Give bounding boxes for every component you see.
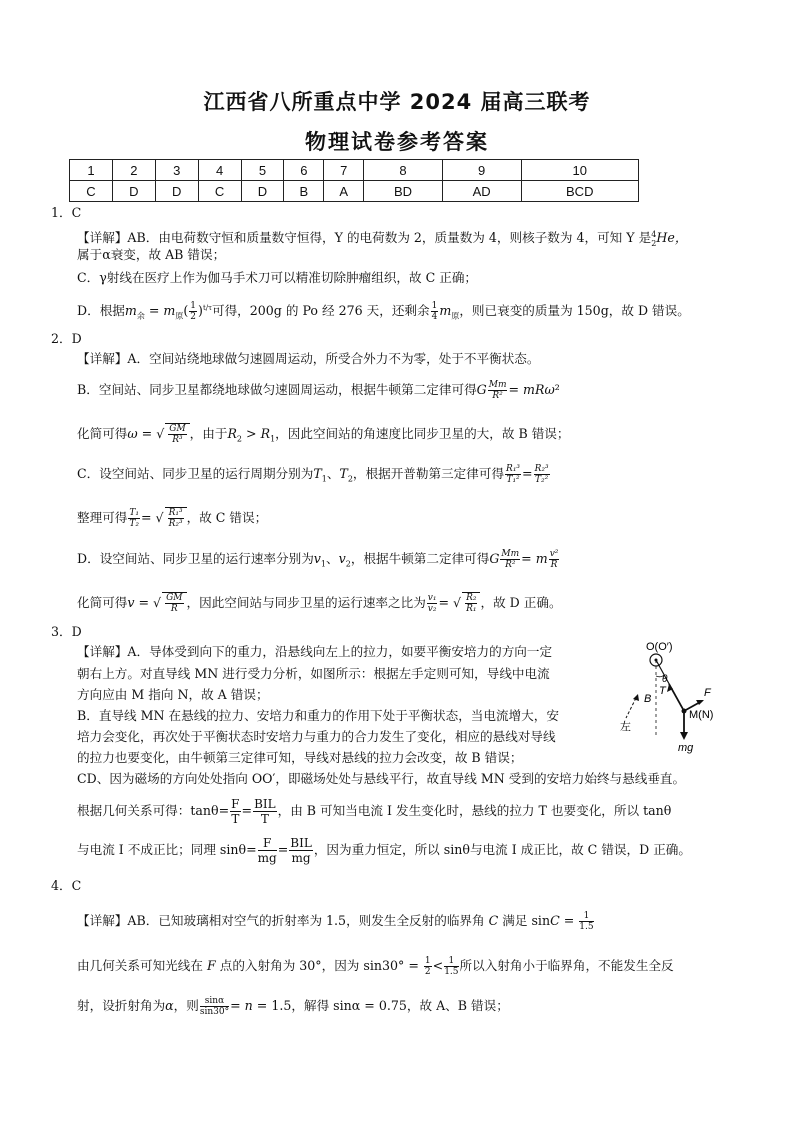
q1-text: D．根据 (77, 303, 125, 319)
q4-line: 【详解】AB．已知玻璃相对空气的折射率为 1.5，则发生全反射的临界角 C 满足 sinC = $\frac{1}{1.5}$ (77, 911, 594, 932)
table-cell: 4 (198, 160, 241, 181)
table-cell: 3 (155, 160, 198, 181)
label-o: O(O′) (646, 641, 673, 653)
q3-text: 根据几何关系可得：tanθ= (77, 803, 230, 818)
q2-line: 化简可得ω = √ $\frac{GM}{\text{R³}}$ ，由于$R_2 > R_1$，因此空间站的角速度比同步卫星的大，故 B 错误； (77, 424, 570, 445)
table-cell: 2 (112, 160, 155, 181)
wire-dot (682, 709, 687, 714)
q1-text: 可得，200g 的 Po 经 276 天，还剩余 (211, 303, 430, 319)
table-cell: 5 (241, 160, 284, 181)
q2-line: D．设空间站、同步卫星的运行速率分别为$v_1$、$v_2$，根据牛顿第二定律可得G $\frac{Mm}{\text{R²}}$ = m $\frac{\text{v²}}{R}$ (77, 549, 559, 570)
label-mg: mg (678, 742, 694, 754)
table-cell: D (241, 181, 284, 202)
page-subtitle: 物理试卷参考答案 (305, 130, 489, 154)
table-cell: BCD (521, 181, 639, 202)
q3-text: ，因为重力恒定，所以 sinθ与电流 I 成正比，故 C 错误，D 正确。 (313, 842, 691, 857)
q2-text: ，根据牛顿第二定律可得 (350, 551, 490, 566)
answer-table-answer-row (70, 181, 639, 202)
q3-text: ，由 B 可知当电流 I 发生变化时，悬线的拉力 T 也要变化，所以 tanθ (277, 803, 672, 818)
q2-line: 【详解】A．空间站绕地球做匀速圆周运动，所受合外力不为零，处于不平衡状态。 (77, 351, 540, 366)
q2-text: 化简可得 (77, 426, 128, 441)
answer-table-number-row (70, 160, 639, 181)
q1-text: He， (656, 230, 688, 246)
table-cell: AD (442, 181, 521, 202)
q4-text: 点的入射角为 30°，因为 sin30° = (219, 958, 419, 973)
q4-text: 【详解】AB．已知玻璃相对空气的折射率为 1.5，则发生全反射的临界角 (77, 913, 485, 928)
q4-line: 射，设折射角为α，则 $\frac{\sin\alpha}{\sin 30^\circ}$ = n = 1.5，解得 sinα = 0.75，故 A、B 错误； (77, 996, 509, 1017)
page-title: 江西省八所重点中学 2024 届高三联考 (203, 90, 591, 114)
q3-text: 与电流 I 不成正比；同理 sinθ= (77, 842, 257, 857)
q2-text: 整理可得 (77, 510, 128, 525)
q1-heading: 1．C (51, 205, 82, 220)
q2-text: ，因此空间站与同步卫星的运行速率之比为 (186, 595, 426, 610)
table-cell: D (155, 181, 198, 202)
force-diagram (612, 636, 732, 756)
table-cell: 9 (442, 160, 521, 181)
label-t: T (659, 685, 666, 697)
label-left: 左 (620, 720, 631, 733)
label-f: F (704, 687, 711, 699)
table-cell: 10 (521, 160, 639, 181)
q2-line: 整理可得 $\frac{\text{T₁}}{\text{T₂}}$ = √ $\frac{\text{R₁³}}{\text{R₂³}}$ ，故 C 错误； (77, 508, 268, 529)
q4-text: ，则 (173, 998, 199, 1013)
b-field-line (626, 698, 636, 718)
table-cell: BD (364, 181, 443, 202)
q3-line: 【详解】A．导体受到向下的重力，沿悬线向左上的拉力，如要平衡安培力的方向一定 (77, 644, 553, 659)
q4-text: 由几何关系可知光线在 (77, 958, 203, 973)
table-cell: A (324, 181, 364, 202)
q2-text: B．空间站、同步卫星都绕地球做匀速圆周运动，根据牛顿第二定律可得 (77, 382, 477, 397)
table-cell: 7 (324, 160, 364, 181)
label-b: B (644, 693, 652, 705)
q2-text: ，故 D 正确。 (480, 595, 562, 610)
q2-text: C．设空间站、同步卫星的运行周期分别为 (77, 466, 314, 481)
table-cell: 8 (364, 160, 443, 181)
q2-text: ，根据开普勒第三定律可得 (352, 466, 505, 481)
q3-line: 方向应由 M 指向 N，故 A 错误； (77, 687, 269, 702)
table-cell: B (284, 181, 324, 202)
q3-line: 朝右上方。对直导线 MN 进行受力分析，如图所示：根据左手定则可知，导线中电流 (77, 666, 550, 681)
q1-line: 【详解】AB．由电荷数守恒和质量数守恒得，Y 的电荷数为 2，质量数为 4，则核子数为 4，可知 Y 是$^4_2$He， (77, 230, 688, 248)
q3-line: 的拉力也要变化，由牛顿第三定律可知，导线对悬线的拉力会改变，故 B 错误； (77, 750, 523, 765)
q3-line: 培力会变化，再次处于平衡状态时安培力与重力的合力发生了变化，相应的悬线对导线 (77, 729, 556, 744)
table-cell: 6 (284, 160, 324, 181)
table-cell: D (112, 181, 155, 202)
q3-line: 根据几何关系可得：tanθ= $\frac{F}{T}$ = $\frac{\text{BIL}}{T}$ ，由 B 可知当电流 I 发生变化时，悬线的拉力 T 也要变化，所以 tanθ (77, 797, 672, 826)
q2-line: 化简可得v = √ $\frac{GM}{R}$ ，因此空间站与同步卫星的运行速率之比为 $\frac{\text{v₁}}{\text{v₂}}$ = √ $\frac{\text{R₂}}{\text{R₁}}$ ，故 D 正确。 (77, 593, 562, 614)
q4-text: 所以入射角小于临界角，不能发生全反 (459, 958, 674, 973)
q3-line: 与电流 I 不成正比；同理 sinθ= $\frac{F}{mg}$ = $\frac{\text{BIL}}{mg}$ ，因为重力恒定，所以 sinθ与电流 I 成正比，故 C 错误，D 正确。 (77, 836, 691, 865)
q2-heading: 2．D (51, 331, 82, 346)
q2-text: 化简可得 (77, 595, 128, 610)
q2-text: D．设空间站、同步卫星的运行速率分别为 (77, 551, 314, 566)
gravity-arrow-head (680, 732, 688, 740)
q1-text: ，则已衰变的质量为 150g，故 D 错误。 (459, 303, 690, 319)
q2-line: B．空间站、同步卫星都绕地球做匀速圆周运动，根据牛顿第二定律可得G $\frac{Mm}{\text{R²}}$ = mRω² (77, 380, 560, 401)
label-theta: θ (662, 674, 668, 685)
label-m: M(N) (689, 709, 714, 721)
q3-heading: 3．D (51, 624, 82, 639)
q4-heading: 4．C (51, 878, 82, 893)
q1-line: 属于α衰变，故 AB 错误； (77, 247, 226, 262)
table-cell: 1 (70, 160, 113, 181)
b-field-arrow-head (633, 694, 639, 701)
q3-line: B．直导线 MN 在悬线的拉力、安培力和重力的作用下处于平衡状态，当电流增大，安 (77, 708, 559, 723)
q4-text: 满足 (502, 913, 528, 928)
q4-text: 射，设折射角为 (77, 998, 166, 1013)
q4-line: 由几何关系可知光线在 F 点的入射角为 30°，因为 sin30° = $\frac{1}{2}$ < $\frac{1}{1.5}$ 所以入射角小于临界角，不能发生全反 (77, 956, 674, 977)
q2-text: ，故 C 错误； (186, 510, 268, 525)
q2-text: ，因此空间站的角速度比同步卫星的大，故 B 错误； (275, 426, 570, 441)
q1-line: C．γ射线在医疗上作为伽马手术刀可以精准切除肿瘤组织，故 C 正确； (77, 270, 478, 285)
q4-text: ，解得 sinα = 0.75，故 A、B 错误； (291, 998, 509, 1013)
q1-line: D．根据$m_余 = m_原$( $\frac{1}{2}$ )$^{t/\tau}$可得，200g 的 Po 经 276 天，还剩余 $\frac{1}{4}$ $m_原$，则已衰变的质量为 150g，故 D 错误。 (77, 301, 690, 323)
q3-line: CD、因为磁场的方向处处指向 OO′，即磁场处处与悬线平行，故直导线 MN 受到的安培力始终与悬线垂直。 (77, 771, 686, 786)
table-cell: C (70, 181, 113, 202)
q2-text: ，由于 (189, 426, 228, 441)
table-cell: C (198, 181, 241, 202)
q1-text: 【详解】AB．由电荷数守恒和质量数守恒得，Y 的电荷数为 2，质量数为 4，则核子数为 4，可知 Y 是 (77, 230, 652, 246)
q2-line: C．设空间站、同步卫星的运行周期分别为$T_1$、$T_2$，根据开普勒第三定律可得 $\frac{\text{R₁³}}{\text{T₁²}}$ = $\frac{\text{R₂³}}{\text{T₂²}}$ (77, 464, 549, 485)
answer-table (69, 159, 639, 202)
